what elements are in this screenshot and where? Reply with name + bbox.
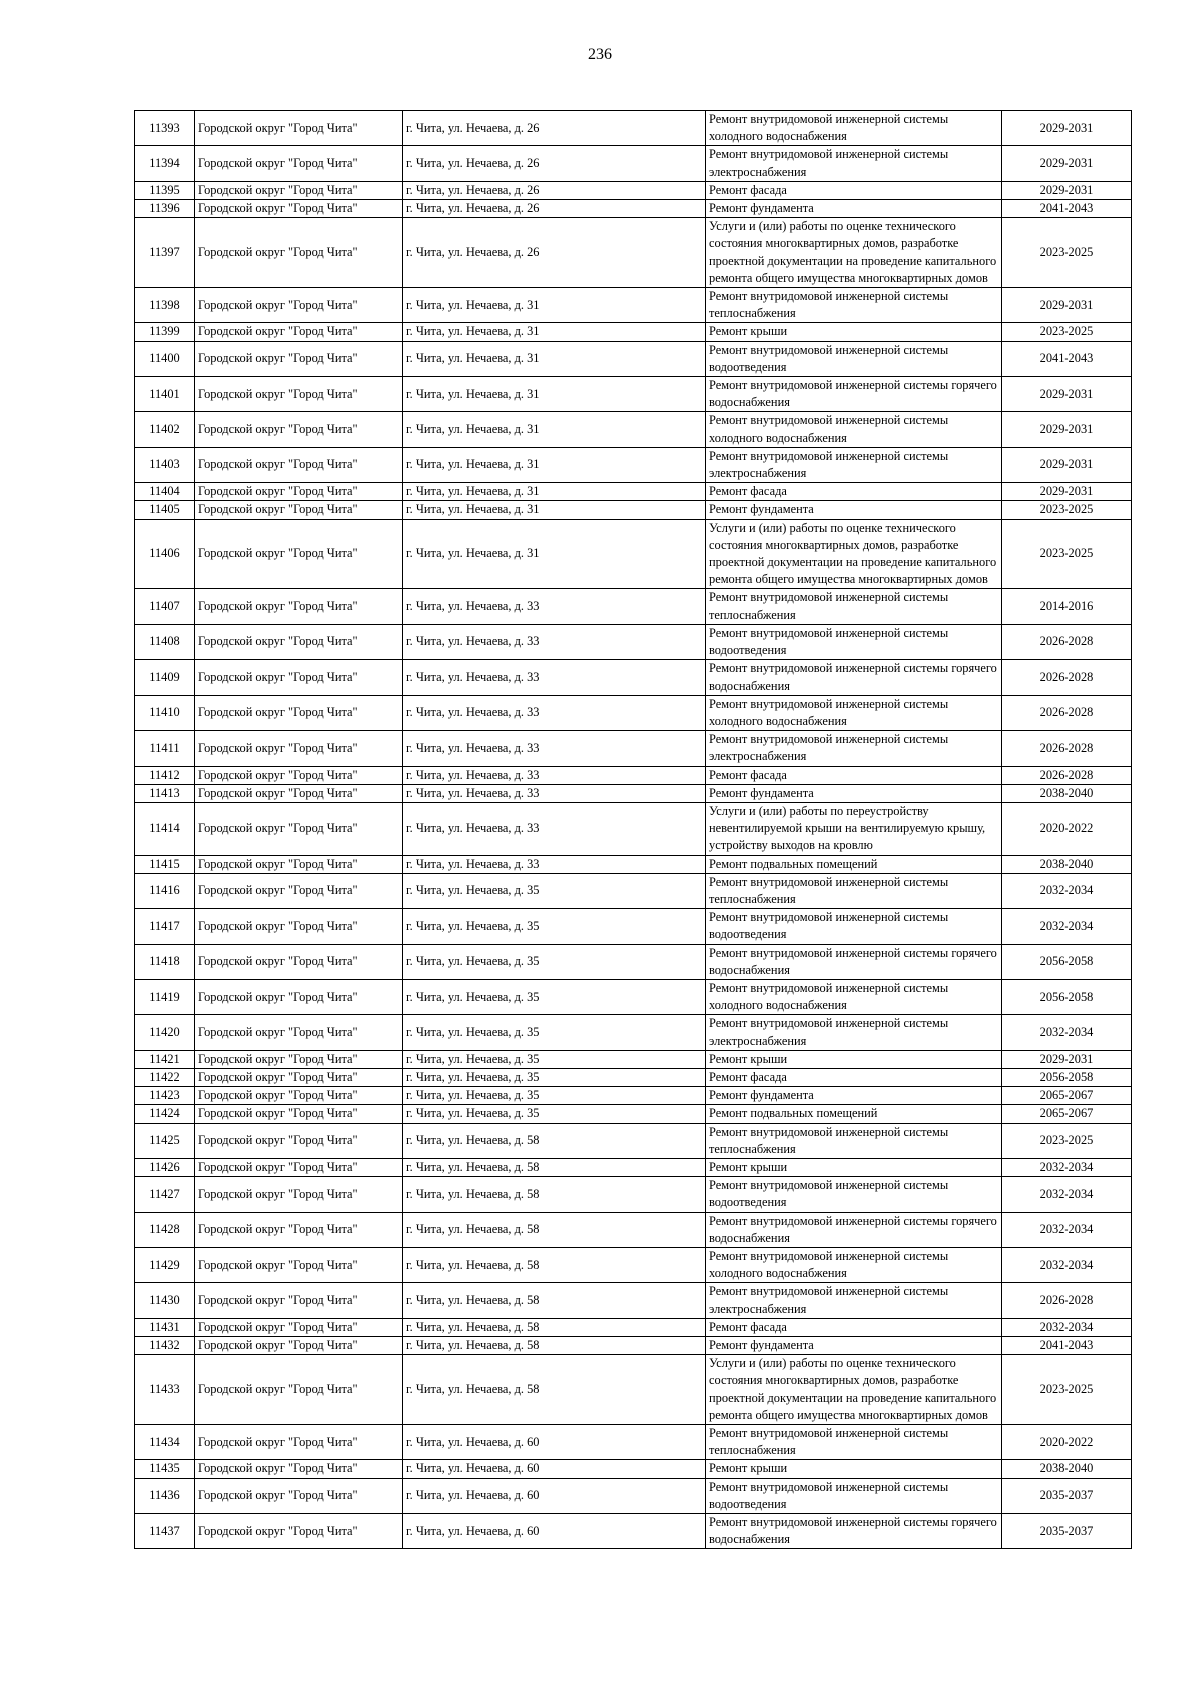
- row-number-cell: 11435: [135, 1460, 195, 1478]
- period-cell: 2032-2034: [1002, 909, 1132, 944]
- table-row: [135, 802, 1132, 855]
- address-cell: г. Чита, ул. Нечаева, д. 26: [403, 146, 706, 181]
- period-cell: 2026-2028: [1002, 731, 1132, 766]
- address-cell: г. Чита, ул. Нечаева, д. 33: [403, 695, 706, 730]
- work-type-cell: Ремонт внутридомовой инженерной системы теплоснабжения: [706, 1425, 1002, 1460]
- row-number-cell: 11396: [135, 200, 195, 218]
- work-type-cell: Ремонт внутридомовой инженерной системы холодного водоснабжения: [706, 412, 1002, 447]
- row-number-cell: 11400: [135, 341, 195, 376]
- municipality-cell: Городской округ "Город Чита": [195, 1068, 403, 1086]
- work-type-cell: Услуги и (или) работы по оценке технического состояния многоквартирных домов, разработке проектной документации на проведение капитального ремонта общего имущества многоквартирных домов: [706, 519, 1002, 589]
- address-cell: г. Чита, ул. Нечаева, д. 33: [403, 766, 706, 784]
- work-type-cell: Ремонт фасада: [706, 766, 1002, 784]
- table-row: [135, 660, 1132, 695]
- table-row: [135, 695, 1132, 730]
- row-number-cell: 11421: [135, 1050, 195, 1068]
- work-type-cell: Ремонт фасада: [706, 483, 1002, 501]
- table-row: [135, 1123, 1132, 1158]
- row-number-cell: 11431: [135, 1318, 195, 1336]
- table-row: [135, 412, 1132, 447]
- address-cell: г. Чита, ул. Нечаева, д. 26: [403, 111, 706, 146]
- period-cell: 2032-2034: [1002, 1318, 1132, 1336]
- table-row: [135, 1337, 1132, 1355]
- municipality-cell: Городской округ "Город Чита": [195, 181, 403, 199]
- municipality-cell: Городской округ "Город Чита": [195, 1478, 403, 1513]
- work-type-cell: Ремонт фундамента: [706, 784, 1002, 802]
- work-type-cell: Ремонт внутридомовой инженерной системы теплоснабжения: [706, 1123, 1002, 1158]
- work-type-cell: Ремонт фундамента: [706, 1087, 1002, 1105]
- table-row: [135, 181, 1132, 199]
- municipality-cell: Городской округ "Город Чита": [195, 111, 403, 146]
- table-row: [135, 288, 1132, 323]
- municipality-cell: Городской округ "Город Чита": [195, 1337, 403, 1355]
- address-cell: г. Чита, ул. Нечаева, д. 31: [403, 447, 706, 482]
- work-type-cell: Ремонт фасада: [706, 1068, 1002, 1086]
- work-type-cell: Ремонт внутридомовой инженерной системы электроснабжения: [706, 447, 1002, 482]
- row-number-cell: 11437: [135, 1514, 195, 1549]
- period-cell: 2041-2043: [1002, 341, 1132, 376]
- period-cell: 2035-2037: [1002, 1514, 1132, 1549]
- municipality-cell: Городской округ "Город Чита": [195, 624, 403, 659]
- work-type-cell: Ремонт внутридомовой инженерной системы водоотведения: [706, 909, 1002, 944]
- table-row: [135, 1050, 1132, 1068]
- table-row: [135, 483, 1132, 501]
- table-row: [135, 1087, 1132, 1105]
- row-number-cell: 11419: [135, 979, 195, 1014]
- table-row: [135, 1355, 1132, 1425]
- work-type-cell: Ремонт внутридомовой инженерной системы горячего водоснабжения: [706, 1212, 1002, 1247]
- work-type-cell: Ремонт фасада: [706, 1318, 1002, 1336]
- municipality-cell: Городской округ "Город Чита": [195, 1123, 403, 1158]
- municipality-cell: Городской округ "Город Чита": [195, 1283, 403, 1318]
- municipality-cell: Городской округ "Город Чита": [195, 200, 403, 218]
- address-cell: г. Чита, ул. Нечаева, д. 33: [403, 589, 706, 624]
- table-row: [135, 1068, 1132, 1086]
- table-row: [135, 341, 1132, 376]
- municipality-cell: Городской округ "Город Чита": [195, 1425, 403, 1460]
- address-cell: г. Чита, ул. Нечаева, д. 58: [403, 1158, 706, 1176]
- row-number-cell: 11422: [135, 1068, 195, 1086]
- municipality-cell: Городской округ "Город Чита": [195, 589, 403, 624]
- table-row: [135, 377, 1132, 412]
- row-number-cell: 11401: [135, 377, 195, 412]
- address-cell: г. Чита, ул. Нечаева, д. 31: [403, 288, 706, 323]
- address-cell: г. Чита, ул. Нечаева, д. 60: [403, 1425, 706, 1460]
- address-cell: г. Чита, ул. Нечаева, д. 26: [403, 218, 706, 288]
- period-cell: 2056-2058: [1002, 979, 1132, 1014]
- period-cell: 2014-2016: [1002, 589, 1132, 624]
- work-type-cell: Ремонт подвальных помещений: [706, 855, 1002, 873]
- row-number-cell: 11413: [135, 784, 195, 802]
- table-row: [135, 447, 1132, 482]
- municipality-cell: Городской округ "Город Чита": [195, 873, 403, 908]
- row-number-cell: 11415: [135, 855, 195, 873]
- municipality-cell: Городской округ "Город Чита": [195, 323, 403, 341]
- period-cell: 2032-2034: [1002, 1158, 1132, 1176]
- table-row: [135, 766, 1132, 784]
- period-cell: 2023-2025: [1002, 1123, 1132, 1158]
- municipality-cell: Городской округ "Город Чита": [195, 855, 403, 873]
- table-row: [135, 1318, 1132, 1336]
- table-row: [135, 1460, 1132, 1478]
- period-cell: 2020-2022: [1002, 1425, 1132, 1460]
- work-type-cell: Ремонт внутридомовой инженерной системы электроснабжения: [706, 146, 1002, 181]
- period-cell: 2038-2040: [1002, 855, 1132, 873]
- period-cell: 2065-2067: [1002, 1087, 1132, 1105]
- period-cell: 2026-2028: [1002, 766, 1132, 784]
- table-row: [135, 1478, 1132, 1513]
- work-type-cell: Услуги и (или) работы по переустройству невентилируемой крыши на вентилируемую крышу, устройству выходов на кровлю: [706, 802, 1002, 855]
- address-cell: г. Чита, ул. Нечаева, д. 35: [403, 1015, 706, 1050]
- municipality-cell: Городской округ "Город Чита": [195, 1177, 403, 1212]
- municipality-cell: Городской округ "Город Чита": [195, 1355, 403, 1425]
- table-row: [135, 1283, 1132, 1318]
- row-number-cell: 11414: [135, 802, 195, 855]
- period-cell: 2065-2067: [1002, 1105, 1132, 1123]
- address-cell: г. Чита, ул. Нечаева, д. 33: [403, 802, 706, 855]
- municipality-cell: Городской округ "Город Чита": [195, 909, 403, 944]
- address-cell: г. Чита, ул. Нечаева, д. 35: [403, 979, 706, 1014]
- work-type-cell: Ремонт фасада: [706, 181, 1002, 199]
- period-cell: 2029-2031: [1002, 483, 1132, 501]
- row-number-cell: 11411: [135, 731, 195, 766]
- table-row: [135, 1212, 1132, 1247]
- address-cell: г. Чита, ул. Нечаева, д. 58: [403, 1355, 706, 1425]
- row-number-cell: 11394: [135, 146, 195, 181]
- row-number-cell: 11429: [135, 1248, 195, 1283]
- address-cell: г. Чита, ул. Нечаева, д. 26: [403, 181, 706, 199]
- row-number-cell: 11404: [135, 483, 195, 501]
- work-type-cell: Ремонт внутридомовой инженерной системы холодного водоснабжения: [706, 979, 1002, 1014]
- row-number-cell: 11432: [135, 1337, 195, 1355]
- work-type-cell: Ремонт внутридомовой инженерной системы холодного водоснабжения: [706, 695, 1002, 730]
- row-number-cell: 11426: [135, 1158, 195, 1176]
- address-cell: г. Чита, ул. Нечаева, д. 33: [403, 855, 706, 873]
- address-cell: г. Чита, ул. Нечаева, д. 33: [403, 731, 706, 766]
- work-type-cell: Ремонт фундамента: [706, 1337, 1002, 1355]
- work-type-cell: Ремонт внутридомовой инженерной системы электроснабжения: [706, 1283, 1002, 1318]
- address-cell: г. Чита, ул. Нечаева, д. 35: [403, 1105, 706, 1123]
- work-type-cell: Ремонт крыши: [706, 323, 1002, 341]
- period-cell: 2035-2037: [1002, 1478, 1132, 1513]
- table-row: [135, 1105, 1132, 1123]
- municipality-cell: Городской округ "Город Чита": [195, 944, 403, 979]
- period-cell: 2029-2031: [1002, 146, 1132, 181]
- work-type-cell: Ремонт подвальных помещений: [706, 1105, 1002, 1123]
- row-number-cell: 11410: [135, 695, 195, 730]
- municipality-cell: Городской округ "Город Чита": [195, 1212, 403, 1247]
- municipality-cell: Городской округ "Город Чита": [195, 1050, 403, 1068]
- work-type-cell: Ремонт внутридомовой инженерной системы водоотведения: [706, 1478, 1002, 1513]
- address-cell: г. Чита, ул. Нечаева, д. 60: [403, 1460, 706, 1478]
- work-type-cell: Ремонт внутридомовой инженерной системы холодного водоснабжения: [706, 111, 1002, 146]
- address-cell: г. Чита, ул. Нечаева, д. 58: [403, 1248, 706, 1283]
- row-number-cell: 11425: [135, 1123, 195, 1158]
- period-cell: 2023-2025: [1002, 501, 1132, 519]
- period-cell: 2023-2025: [1002, 323, 1132, 341]
- period-cell: 2026-2028: [1002, 695, 1132, 730]
- table-row: [135, 1015, 1132, 1050]
- municipality-cell: Городской округ "Город Чита": [195, 766, 403, 784]
- work-type-cell: Ремонт внутридомовой инженерной системы водоотведения: [706, 624, 1002, 659]
- period-cell: 2023-2025: [1002, 1355, 1132, 1425]
- period-cell: 2032-2034: [1002, 873, 1132, 908]
- address-cell: г. Чита, ул. Нечаева, д. 31: [403, 341, 706, 376]
- municipality-cell: Городской округ "Город Чита": [195, 731, 403, 766]
- table-row: [135, 501, 1132, 519]
- work-type-cell: Ремонт внутридомовой инженерной системы горячего водоснабжения: [706, 1514, 1002, 1549]
- period-cell: 2056-2058: [1002, 1068, 1132, 1086]
- municipality-cell: Городской округ "Город Чита": [195, 146, 403, 181]
- table-row: [135, 784, 1132, 802]
- municipality-cell: Городской округ "Город Чита": [195, 341, 403, 376]
- table-row: [135, 873, 1132, 908]
- municipality-cell: Городской округ "Город Чита": [195, 377, 403, 412]
- table-row: [135, 218, 1132, 288]
- work-type-cell: Ремонт внутридомовой инженерной системы холодного водоснабжения: [706, 1248, 1002, 1283]
- address-cell: г. Чита, ул. Нечаева, д. 33: [403, 784, 706, 802]
- address-cell: г. Чита, ул. Нечаева, д. 31: [403, 483, 706, 501]
- row-number-cell: 11428: [135, 1212, 195, 1247]
- row-number-cell: 11424: [135, 1105, 195, 1123]
- table-row: [135, 909, 1132, 944]
- row-number-cell: 11397: [135, 218, 195, 288]
- period-cell: 2029-2031: [1002, 447, 1132, 482]
- row-number-cell: 11406: [135, 519, 195, 589]
- row-number-cell: 11393: [135, 111, 195, 146]
- row-number-cell: 11402: [135, 412, 195, 447]
- municipality-cell: Городской округ "Город Чита": [195, 1318, 403, 1336]
- table-row: [135, 979, 1132, 1014]
- table-row: [135, 111, 1132, 146]
- address-cell: г. Чита, ул. Нечаева, д. 60: [403, 1514, 706, 1549]
- table-body: [135, 111, 1132, 1549]
- table-row: [135, 323, 1132, 341]
- table-row: [135, 855, 1132, 873]
- address-cell: г. Чита, ул. Нечаева, д. 58: [403, 1318, 706, 1336]
- repair-schedule-table: [134, 110, 1132, 1549]
- municipality-cell: Городской округ "Город Чита": [195, 218, 403, 288]
- work-type-cell: Ремонт внутридомовой инженерной системы водоотведения: [706, 1177, 1002, 1212]
- municipality-cell: Городской округ "Город Чита": [195, 519, 403, 589]
- table-row: [135, 1158, 1132, 1176]
- period-cell: 2029-2031: [1002, 288, 1132, 323]
- period-cell: 2029-2031: [1002, 181, 1132, 199]
- municipality-cell: Городской округ "Город Чита": [195, 979, 403, 1014]
- row-number-cell: 11405: [135, 501, 195, 519]
- row-number-cell: 11395: [135, 181, 195, 199]
- work-type-cell: Ремонт внутридомовой инженерной системы теплоснабжения: [706, 873, 1002, 908]
- address-cell: г. Чита, ул. Нечаева, д. 35: [403, 909, 706, 944]
- row-number-cell: 11408: [135, 624, 195, 659]
- period-cell: 2023-2025: [1002, 519, 1132, 589]
- period-cell: 2026-2028: [1002, 1283, 1132, 1318]
- period-cell: 2026-2028: [1002, 660, 1132, 695]
- address-cell: г. Чита, ул. Нечаева, д. 58: [403, 1177, 706, 1212]
- row-number-cell: 11433: [135, 1355, 195, 1425]
- row-number-cell: 11434: [135, 1425, 195, 1460]
- work-type-cell: Услуги и (или) работы по оценке технического состояния многоквартирных домов, разработке проектной документации на проведение капитального ремонта общего имущества многоквартирных домов: [706, 218, 1002, 288]
- work-type-cell: Ремонт внутридомовой инженерной системы горячего водоснабжения: [706, 944, 1002, 979]
- work-type-cell: Ремонт крыши: [706, 1158, 1002, 1176]
- row-number-cell: 11416: [135, 873, 195, 908]
- period-cell: 2029-2031: [1002, 111, 1132, 146]
- period-cell: 2032-2034: [1002, 1212, 1132, 1247]
- municipality-cell: Городской округ "Город Чита": [195, 1460, 403, 1478]
- work-type-cell: Ремонт внутридомовой инженерной системы электроснабжения: [706, 1015, 1002, 1050]
- period-cell: 2038-2040: [1002, 784, 1132, 802]
- address-cell: г. Чита, ул. Нечаева, д. 58: [403, 1337, 706, 1355]
- table-row: [135, 519, 1132, 589]
- municipality-cell: Городской округ "Город Чита": [195, 447, 403, 482]
- work-type-cell: Ремонт внутридомовой инженерной системы теплоснабжения: [706, 589, 1002, 624]
- table-row: [135, 1248, 1132, 1283]
- work-type-cell: Ремонт внутридомовой инженерной системы горячего водоснабжения: [706, 660, 1002, 695]
- work-type-cell: Услуги и (или) работы по оценке технического состояния многоквартирных домов, разработке проектной документации на проведение капитального ремонта общего имущества многоквартирных домов: [706, 1355, 1002, 1425]
- period-cell: 2038-2040: [1002, 1460, 1132, 1478]
- work-type-cell: Ремонт фундамента: [706, 501, 1002, 519]
- period-cell: 2032-2034: [1002, 1177, 1132, 1212]
- address-cell: г. Чита, ул. Нечаева, д. 35: [403, 1087, 706, 1105]
- table-row: [135, 589, 1132, 624]
- row-number-cell: 11417: [135, 909, 195, 944]
- period-cell: 2032-2034: [1002, 1248, 1132, 1283]
- address-cell: г. Чита, ул. Нечаева, д. 60: [403, 1478, 706, 1513]
- municipality-cell: Городской округ "Город Чита": [195, 1158, 403, 1176]
- period-cell: 2023-2025: [1002, 218, 1132, 288]
- row-number-cell: 11409: [135, 660, 195, 695]
- municipality-cell: Городской округ "Город Чита": [195, 483, 403, 501]
- table-row: [135, 624, 1132, 659]
- municipality-cell: Городской округ "Город Чита": [195, 695, 403, 730]
- period-cell: 2041-2043: [1002, 1337, 1132, 1355]
- period-cell: 2032-2034: [1002, 1015, 1132, 1050]
- table-row: [135, 200, 1132, 218]
- address-cell: г. Чита, ул. Нечаева, д. 58: [403, 1123, 706, 1158]
- row-number-cell: 11412: [135, 766, 195, 784]
- period-cell: 2041-2043: [1002, 200, 1132, 218]
- table-row: [135, 944, 1132, 979]
- municipality-cell: Городской округ "Город Чита": [195, 784, 403, 802]
- table-row: [135, 1177, 1132, 1212]
- municipality-cell: Городской округ "Город Чита": [195, 1248, 403, 1283]
- period-cell: 2029-2031: [1002, 377, 1132, 412]
- row-number-cell: 11436: [135, 1478, 195, 1513]
- address-cell: г. Чита, ул. Нечаева, д. 33: [403, 660, 706, 695]
- work-type-cell: Ремонт крыши: [706, 1460, 1002, 1478]
- work-type-cell: Ремонт внутридомовой инженерной системы горячего водоснабжения: [706, 377, 1002, 412]
- address-cell: г. Чита, ул. Нечаева, д. 31: [403, 519, 706, 589]
- period-cell: 2020-2022: [1002, 802, 1132, 855]
- table-row: [135, 731, 1132, 766]
- table-row: [135, 146, 1132, 181]
- municipality-cell: Городской округ "Город Чита": [195, 1015, 403, 1050]
- row-number-cell: 11427: [135, 1177, 195, 1212]
- municipality-cell: Городской округ "Город Чита": [195, 660, 403, 695]
- municipality-cell: Городской округ "Город Чита": [195, 802, 403, 855]
- address-cell: г. Чита, ул. Нечаева, д. 31: [403, 412, 706, 447]
- municipality-cell: Городской округ "Город Чита": [195, 501, 403, 519]
- period-cell: 2029-2031: [1002, 1050, 1132, 1068]
- work-type-cell: Ремонт внутридомовой инженерной системы теплоснабжения: [706, 288, 1002, 323]
- address-cell: г. Чита, ул. Нечаева, д. 58: [403, 1283, 706, 1318]
- row-number-cell: 11398: [135, 288, 195, 323]
- period-cell: 2056-2058: [1002, 944, 1132, 979]
- municipality-cell: Городской округ "Город Чита": [195, 1105, 403, 1123]
- work-type-cell: Ремонт внутридомовой инженерной системы водоотведения: [706, 341, 1002, 376]
- municipality-cell: Городской округ "Город Чита": [195, 1087, 403, 1105]
- row-number-cell: 11423: [135, 1087, 195, 1105]
- row-number-cell: 11420: [135, 1015, 195, 1050]
- address-cell: г. Чита, ул. Нечаева, д. 31: [403, 323, 706, 341]
- row-number-cell: 11403: [135, 447, 195, 482]
- address-cell: г. Чита, ул. Нечаева, д. 58: [403, 1212, 706, 1247]
- work-type-cell: Ремонт фундамента: [706, 200, 1002, 218]
- table-row: [135, 1514, 1132, 1549]
- work-type-cell: Ремонт крыши: [706, 1050, 1002, 1068]
- address-cell: г. Чита, ул. Нечаева, д. 33: [403, 624, 706, 659]
- period-cell: 2029-2031: [1002, 412, 1132, 447]
- row-number-cell: 11407: [135, 589, 195, 624]
- address-cell: г. Чита, ул. Нечаева, д. 31: [403, 501, 706, 519]
- address-cell: г. Чита, ул. Нечаева, д. 35: [403, 1068, 706, 1086]
- work-type-cell: Ремонт внутридомовой инженерной системы электроснабжения: [706, 731, 1002, 766]
- row-number-cell: 11430: [135, 1283, 195, 1318]
- address-cell: г. Чита, ул. Нечаева, д. 35: [403, 1050, 706, 1068]
- table-row: [135, 1425, 1132, 1460]
- period-cell: 2026-2028: [1002, 624, 1132, 659]
- municipality-cell: Городской округ "Город Чита": [195, 288, 403, 323]
- address-cell: г. Чита, ул. Нечаева, д. 31: [403, 377, 706, 412]
- page-number: 236: [588, 46, 612, 63]
- address-cell: г. Чита, ул. Нечаева, д. 35: [403, 873, 706, 908]
- address-cell: г. Чита, ул. Нечаева, д. 35: [403, 944, 706, 979]
- municipality-cell: Городской округ "Город Чита": [195, 412, 403, 447]
- row-number-cell: 11418: [135, 944, 195, 979]
- row-number-cell: 11399: [135, 323, 195, 341]
- municipality-cell: Городской округ "Город Чита": [195, 1514, 403, 1549]
- address-cell: г. Чита, ул. Нечаева, д. 26: [403, 200, 706, 218]
